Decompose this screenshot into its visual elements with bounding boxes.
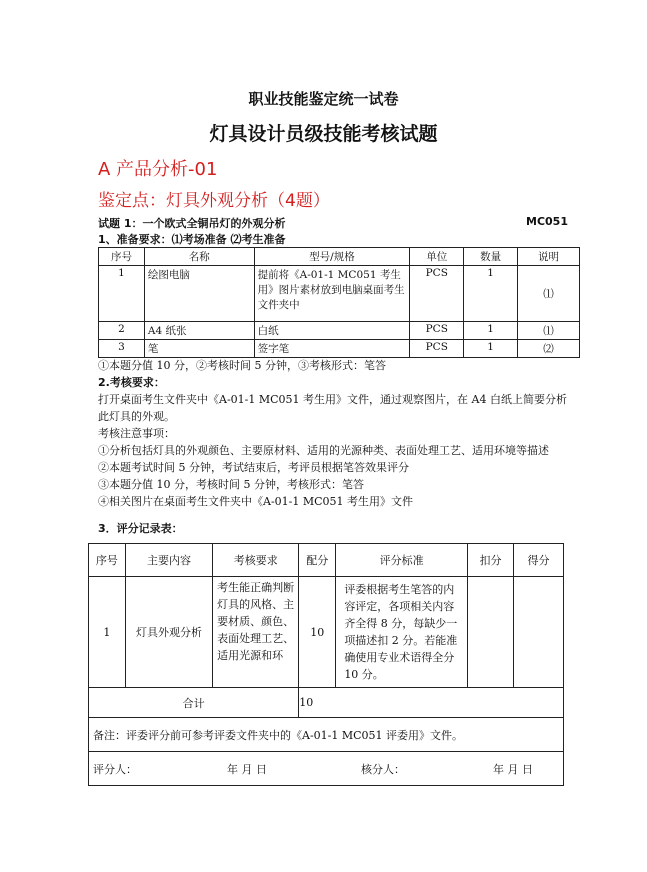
note-item: ②本题考试时间 5 分钟，考试结束后，考评员根据笔答效果评分 — [98, 461, 409, 474]
cell-qty: 1 — [464, 322, 518, 340]
question-title: 试题 1：一个欧式全铜吊灯的外观分析 — [98, 217, 286, 230]
col-header: 评分标准 — [336, 544, 468, 577]
score-table — [88, 543, 564, 786]
cell-unit: PCS — [410, 340, 464, 358]
note-item: ①分析包括灯具的外观颜色、主要原材料、适用的光源种类、表面处理工艺、适用环境等描述 — [98, 444, 549, 457]
col-header: 考核要求 — [213, 544, 299, 577]
prep-heading: 1、准备要求：⑴考场准备 ⑵考生准备 — [98, 233, 286, 246]
col-header: 型号/规格 — [254, 248, 410, 266]
requirements-text: 打开桌面考生文件夹中《A-01-1 MC051 考生用》文件，通过观察图片，在 A4 白纸上简要分析此灯具的外观。 — [98, 393, 567, 423]
table-row — [99, 322, 580, 340]
note-item: ③本题分值 10 分，考核时间 5 分钟，考核形式：笔答 — [98, 478, 364, 491]
question-code: MC051 — [526, 215, 568, 228]
scorer-label: 评分人： — [93, 762, 137, 776]
exam-title: 职业技能鉴定统一试卷 — [248, 90, 399, 108]
cell-unit: PCS — [410, 322, 464, 340]
col-header: 扣分 — [467, 544, 513, 577]
exam-subtitle: 灯具设计员级技能考核试题 — [209, 123, 438, 145]
col-header: 序号 — [89, 544, 126, 577]
col-header: 配分 — [299, 544, 336, 577]
prep-table — [98, 247, 580, 358]
cell-name: 绘图电脑 — [144, 266, 254, 322]
cell-note: ⑴ — [518, 322, 580, 340]
section-heading: A 产品分析-01 — [98, 159, 218, 180]
requirements-block — [98, 357, 568, 510]
score-requirement — [213, 577, 299, 688]
note-item: ④相关图片在桌面考生文件夹中《A-01-1 MC051 考生用》文件 — [98, 495, 414, 508]
remark: 备注：评委评分前可参考评委文件夹中的《A-01-1 MC051 评委用》文件。 — [89, 718, 564, 752]
cell-no: 3 — [99, 340, 145, 358]
checker-date: 年 月 日 — [493, 763, 533, 776]
signature-cell — [89, 752, 564, 786]
score-got — [514, 577, 564, 688]
cell-note: ⑵ — [518, 340, 580, 358]
cell-note: ⑴ — [518, 266, 580, 322]
cell-name: 笔 — [144, 340, 254, 358]
requirement-text: 考生能正确判断灯具的风格、主要材质、颜色、表面处理工艺、适用光源和环 — [217, 581, 295, 662]
score-row — [89, 577, 564, 688]
signature-row — [89, 752, 564, 786]
score-points: 10 — [299, 577, 336, 688]
key-point-heading: 鉴定点：灯具外观分析（4题） — [98, 191, 330, 211]
total-label: 合计 — [89, 688, 299, 718]
cell-no: 2 — [99, 322, 145, 340]
remark-row — [89, 718, 564, 752]
cell-unit: PCS — [410, 266, 464, 322]
total-cell — [299, 688, 564, 718]
col-header: 序号 — [99, 248, 145, 266]
cell-name: A4 纸张 — [144, 322, 254, 340]
cell-no: 1 — [99, 266, 145, 322]
checker-label: 核分人： — [361, 763, 405, 776]
requirements-heading: 2.考核要求： — [98, 376, 165, 389]
scorer-date: 年 月 日 — [227, 763, 267, 776]
cell-spec: 白纸 — [254, 322, 410, 340]
cell-spec: 提前将《A-01-1 MC051 考生用》图片素材放到电脑桌面考生文件夹中 — [254, 266, 410, 322]
score-standard: 评委根据考生笔答的内容评定，各项相关内容齐全得 8 分，每缺少一项描述扣 2 分。若能准确使用专业术语得全分 10 分。 — [336, 577, 468, 688]
table-row — [99, 340, 580, 358]
col-header: 说明 — [518, 248, 580, 266]
cell-qty: 1 — [464, 266, 518, 322]
col-header: 数量 — [464, 248, 518, 266]
score-heading: 3．评分记录表： — [98, 522, 183, 535]
score-deduct — [467, 577, 513, 688]
table-row — [99, 266, 580, 322]
score-content: 灯具外观分析 — [125, 577, 212, 688]
total-value: 10 — [299, 696, 314, 709]
col-header: 名称 — [144, 248, 254, 266]
col-header: 单位 — [410, 248, 464, 266]
col-header: 得分 — [514, 544, 564, 577]
cell-qty: 1 — [464, 340, 518, 358]
col-header: 主要内容 — [125, 544, 212, 577]
info-line: ①本题分值 10 分，②考核时间 5 分钟，③考核形式：笔答 — [98, 359, 386, 372]
total-row — [89, 688, 564, 718]
score-header-row — [89, 544, 564, 577]
table-header-row — [99, 248, 580, 266]
cell-spec: 签字笔 — [254, 340, 410, 358]
notes-heading: 考核注意事项： — [98, 427, 175, 440]
score-no: 1 — [89, 577, 126, 688]
